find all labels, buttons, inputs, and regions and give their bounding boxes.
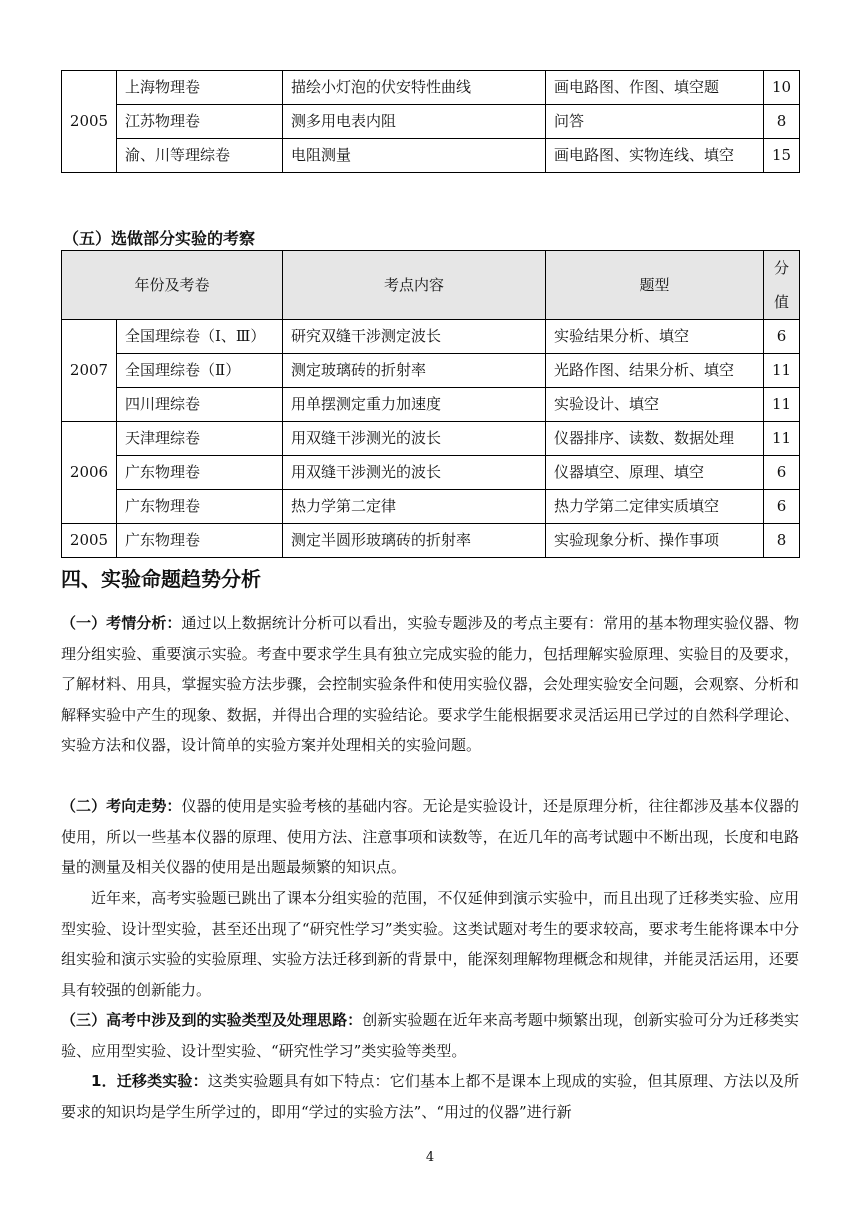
paragraph-trend bbox=[61, 791, 799, 883]
type-cell: 仪器排序、读数、数据处理 bbox=[546, 422, 764, 456]
page-number: 4 bbox=[425, 1150, 435, 1165]
header-score-bottom: 值 bbox=[774, 293, 790, 311]
paragraph-text: 创新实验题在近年来高考题中频繁出现，创新实验可分为迁移类实验、应用型实验、设计型实验、“研究性学习”类实验等类型。 bbox=[61, 1011, 799, 1060]
content-cell: 电阻测量 bbox=[283, 139, 546, 173]
content-cell: 用双缝干涉测光的波长 bbox=[283, 422, 546, 456]
table-row bbox=[62, 105, 800, 139]
year-cell: 2006 bbox=[62, 422, 117, 524]
paper-cell: 四川理综卷 bbox=[117, 388, 283, 422]
content-cell: 测定玻璃砖的折射率 bbox=[283, 354, 546, 388]
table-row bbox=[62, 422, 800, 456]
score-cell: 8 bbox=[764, 524, 800, 558]
score-cell: 11 bbox=[764, 354, 800, 388]
content-cell: 用双缝干涉测光的波长 bbox=[283, 456, 546, 490]
type-cell: 实验结果分析、填空 bbox=[546, 320, 764, 354]
table-row bbox=[62, 320, 800, 354]
section-heading: （五）选做部分实验的考察 bbox=[63, 229, 256, 248]
year-cell: 2007 bbox=[62, 320, 117, 422]
paragraph-label: （二）考向走势： bbox=[61, 797, 182, 815]
paragraph-experiment-types bbox=[61, 1005, 799, 1066]
paper-cell: 广东物理卷 bbox=[117, 490, 283, 524]
header-year-paper: 年份及考卷 bbox=[62, 251, 283, 320]
score-cell: 10 bbox=[764, 71, 800, 105]
paragraph-recent-years bbox=[61, 883, 799, 1005]
type-cell: 光路作图、结果分析、填空 bbox=[546, 354, 764, 388]
header-score-top: 分 bbox=[774, 259, 790, 277]
type-cell: 实验设计、填空 bbox=[546, 388, 764, 422]
score-cell: 11 bbox=[764, 388, 800, 422]
header-content: 考点内容 bbox=[283, 251, 546, 320]
paragraph-text: 通过以上数据统计分析可以看出，实验专题涉及的考点主要有：常用的基本物理实验仪器、物理分组实验、重要演示实验。考查中要求学生具有独立完成实验的能力，包括理解实验原理、实验目的及要求，了解材料、用具，掌握实验方法步骤，会控制实验条件和使用实验仪器，会处理实验安全问题，会观察、分析和解释实验中产生的现象、数据，并得出合理的实验结论。要求学生能根据要求灵活运用已学过的自然科学理论、实验方法和仪器，设计简单的实验方案并处理相关的实验问题。 bbox=[61, 614, 799, 754]
year-cell: 2005 bbox=[62, 71, 117, 173]
table-row bbox=[62, 139, 800, 173]
paragraph-text: 仪器的使用是实验考核的基础内容。无论是实验设计，还是原理分析，往往都涉及基本仪器的使用，所以一些基本仪器的原理、使用方法、注意事项和读数等，在近几年的高考试题中不断出现，长度和电路量的测量及相关仪器的使用是出题最频繁的知识点。 bbox=[61, 797, 799, 876]
paragraph-exam-analysis bbox=[61, 608, 799, 761]
content-cell: 用单摆测定重力加速度 bbox=[283, 388, 546, 422]
paragraph-label: （三）高考中涉及到的实验类型及处理思路： bbox=[61, 1011, 363, 1029]
paragraph-label: （一）考情分析： bbox=[61, 614, 182, 632]
table-row bbox=[62, 524, 800, 558]
paper-cell: 天津理综卷 bbox=[117, 422, 283, 456]
paragraph-transfer-experiments bbox=[61, 1066, 799, 1127]
type-cell: 仪器填空、原理、填空 bbox=[546, 456, 764, 490]
paper-cell: 广东物理卷 bbox=[117, 524, 283, 558]
type-cell: 画电路图、作图、填空题 bbox=[546, 71, 764, 105]
score-cell: 8 bbox=[764, 105, 800, 139]
paper-cell: 渝、川等理综卷 bbox=[117, 139, 283, 173]
score-cell: 6 bbox=[764, 490, 800, 524]
experiment-table-2005 bbox=[61, 70, 800, 173]
type-cell: 画电路图、实物连线、填空 bbox=[546, 139, 764, 173]
content-cell: 热力学第二定律 bbox=[283, 490, 546, 524]
type-cell: 问答 bbox=[546, 105, 764, 139]
year-cell: 2005 bbox=[62, 524, 117, 558]
content-cell: 研究双缝干涉测定波长 bbox=[283, 320, 546, 354]
header-type: 题型 bbox=[546, 251, 764, 320]
score-cell: 6 bbox=[764, 320, 800, 354]
chapter-heading: 四、实验命题趋势分析 bbox=[61, 567, 261, 591]
content-cell: 测定半圆形玻璃砖的折射率 bbox=[283, 524, 546, 558]
header-score bbox=[764, 251, 800, 320]
paper-cell: 上海物理卷 bbox=[117, 71, 283, 105]
paragraph-label: 1．迁移类实验： bbox=[91, 1072, 208, 1090]
table-row bbox=[62, 388, 800, 422]
table-row bbox=[62, 490, 800, 524]
table-row bbox=[62, 456, 800, 490]
type-cell: 实验现象分析、操作事项 bbox=[546, 524, 764, 558]
content-cell: 描绘小灯泡的伏安特性曲线 bbox=[283, 71, 546, 105]
paper-cell: 广东物理卷 bbox=[117, 456, 283, 490]
table-header-row bbox=[62, 251, 800, 320]
table-row bbox=[62, 71, 800, 105]
paper-cell: 江苏物理卷 bbox=[117, 105, 283, 139]
score-cell: 6 bbox=[764, 456, 800, 490]
paragraph-text: 近年来，高考实验题已跳出了课本分组实验的范围，不仅延伸到演示实验中，而且出现了迁移类实验、应用型实验、设计型实验，甚至还出现了“研究性学习”类实验。这类试题对考生的要求较高，要求考生能将课本中分组实验和演示实验的实验原理、实验方法迁移到新的背景中，能深刻理解物理概念和规律，并能灵活运用，还要具有较强的创新能力。 bbox=[61, 889, 799, 999]
paper-cell: 全国理综卷（Ⅱ） bbox=[117, 354, 283, 388]
paragraph-text: 这类实验题具有如下特点：它们基本上都不是课本上现成的实验，但其原理、方法以及所要求的知识均是学生所学过的，即用“学过的实验方法”、“用过的仪器”进行新 bbox=[61, 1072, 799, 1121]
score-cell: 15 bbox=[764, 139, 800, 173]
type-cell: 热力学第二定律实质填空 bbox=[546, 490, 764, 524]
score-cell: 11 bbox=[764, 422, 800, 456]
optional-experiment-table bbox=[61, 250, 800, 558]
paper-cell: 全国理综卷（Ⅰ、Ⅲ） bbox=[117, 320, 283, 354]
table-row bbox=[62, 354, 800, 388]
content-cell: 测多用电表内阻 bbox=[283, 105, 546, 139]
